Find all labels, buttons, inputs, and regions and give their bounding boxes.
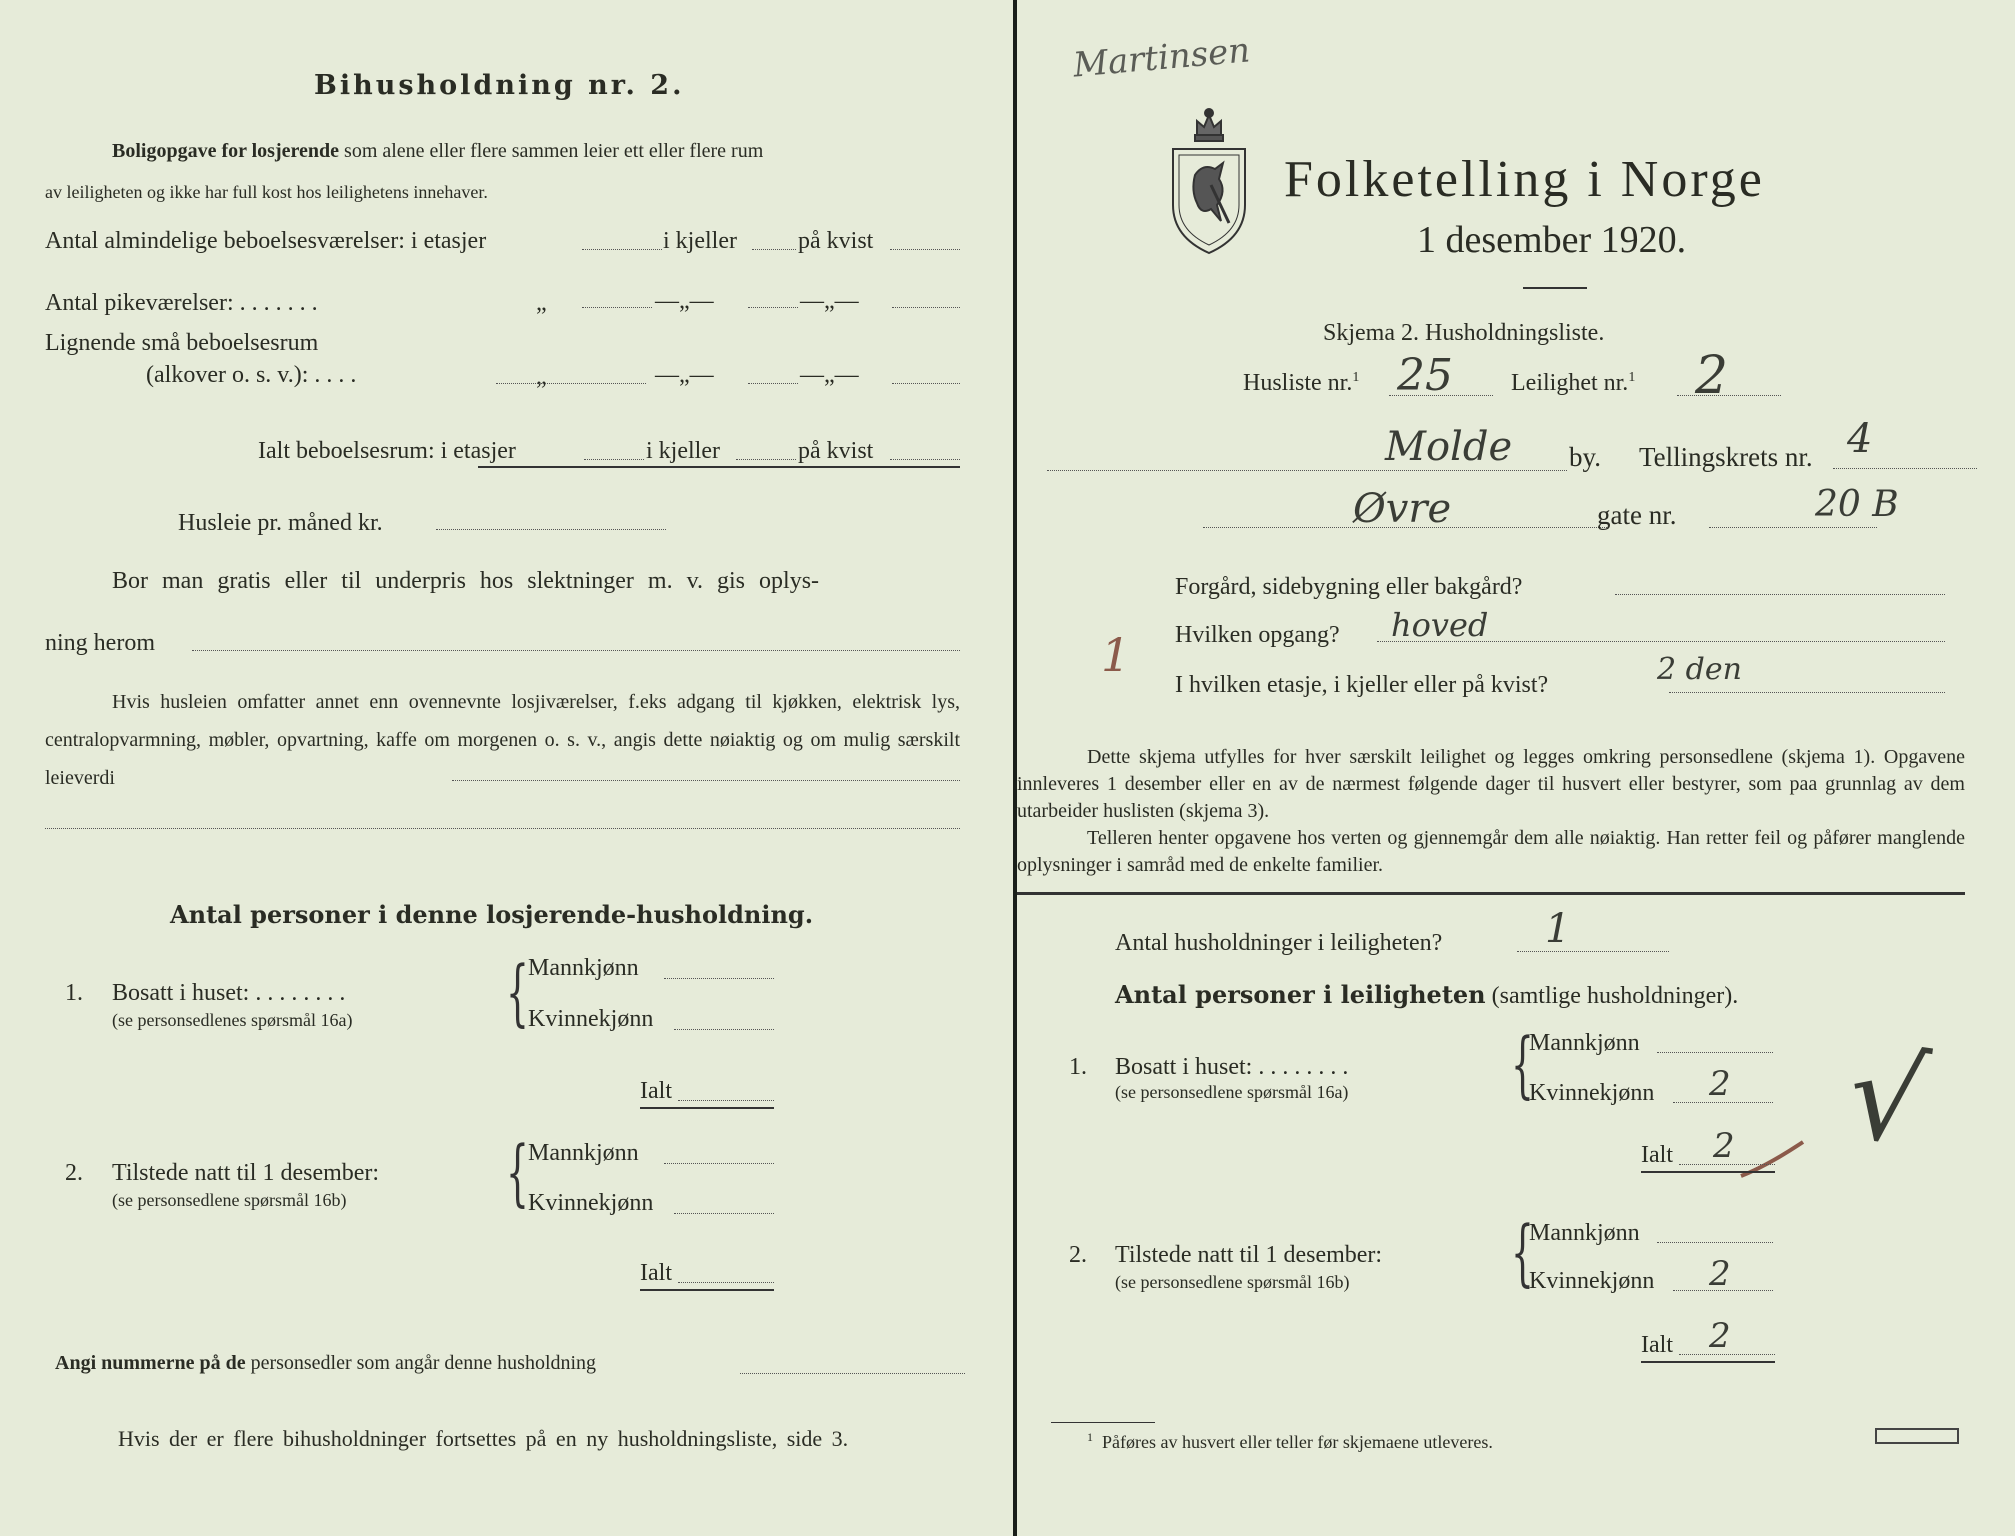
item2-total-field[interactable] (678, 1282, 774, 1283)
item1-total-label: Ialt (640, 1078, 672, 1104)
husliste-label-text: Husliste nr. (1243, 370, 1353, 396)
numbers-field[interactable] (740, 1373, 965, 1374)
numbers-label (55, 1352, 596, 1375)
etasje-field[interactable] (1669, 692, 1945, 693)
total-kvist-field[interactable] (890, 459, 960, 460)
leilighet-label (1511, 370, 1635, 397)
intro-rest: som alene eller flere sammen leier ett eller flere rum (339, 140, 764, 162)
item1-male-field[interactable] (664, 978, 774, 979)
item1-label: Bosatt i huset: . . . . . . . . (112, 980, 346, 1006)
husliste-value: 25 (1397, 350, 1453, 401)
instructions-1: Dette skjema utfylles for hver særskilt leilighet og legges omkring personsedlene (skjema 1). Opgavene innleveres 1 desember eller en av de nærmest følgende dager til husvert eller bestyrer, som paa grunnlag av dem utarbeider huslisten (skjema 3). (1017, 746, 1965, 822)
coat-of-arms-icon (1167, 105, 1251, 255)
r-item1-female-field[interactable] (1673, 1102, 1773, 1103)
free-field[interactable] (192, 650, 960, 651)
census-title: Folketelling i Norge (1284, 151, 1765, 208)
persons-rest: (samtlige husholdninger). (1485, 983, 1739, 1009)
extra-text: Hvis husleien omfatter annet enn ovennevnte losjiværelser, f.eks adgang til kjøkken, elektrisk lys, centralopvarmning, møbler, opvartning, kaffe om morgenen o. s. v., angis dette nøiaktig og om mulig særskilt leieverdi (45, 691, 960, 789)
rooms-label: Antal almindelige beboelsesværelser: i etasjer (45, 228, 487, 254)
numbers-rest: personsedler som angår denne husholdning (250, 1352, 597, 1374)
street-value: Øvre (1353, 486, 1452, 532)
street-field[interactable] (1203, 527, 1607, 528)
free-line-2: ning herom (45, 630, 155, 656)
forgard-field[interactable] (1615, 594, 1945, 595)
item1-brace: { (506, 950, 529, 1034)
page-gutter (1013, 0, 1017, 1536)
r-item1-total-value: 2 (1713, 1126, 1735, 1166)
r-item2-female-value: 2 (1709, 1254, 1731, 1294)
item2-male-field[interactable] (664, 1163, 774, 1164)
bihusholdning-title: Bihusholdning nr. 2. (314, 70, 685, 101)
r-item2-num: 2. (1069, 1242, 1087, 1268)
r-item1-total-label: Ialt (1641, 1142, 1673, 1168)
r-item2-female-label: Kvinnekjønn (1529, 1268, 1655, 1294)
extra-field-2[interactable] (45, 828, 960, 829)
gate-label: gate nr. (1597, 500, 1677, 530)
maid-rooms-label: Antal pikeværelser: . . . . . . . (45, 290, 318, 316)
rooms-kvist-field[interactable] (890, 249, 960, 250)
intro-line-1 (112, 140, 763, 163)
opgang-label: Hvilken opgang? (1175, 622, 1340, 648)
krets-field[interactable] (1833, 468, 1977, 469)
r-item1-brace: { (1511, 1022, 1534, 1106)
small-rooms-label-2: (alkover o. s. v.): . . . . (146, 362, 357, 388)
total-kjeller-field[interactable] (736, 459, 796, 460)
total-rooms-label: Ialt beboelsesrum: i etasjer (258, 438, 516, 464)
intro-line-2: av leiligheten og ikke har full kost hos leilighetens innehaver. (45, 182, 488, 202)
opgang-value: hoved (1391, 606, 1489, 644)
maid-kjeller-field[interactable] (748, 307, 798, 308)
total-etasjer-field[interactable] (584, 459, 644, 460)
right-page (1017, 0, 2015, 1536)
tally-check-icon (1737, 1136, 1807, 1182)
section-divider (1017, 892, 1965, 895)
rooms-kjeller-field[interactable] (752, 249, 796, 250)
margin-mark: 1 (1101, 628, 1131, 682)
r-item2-ref: (se personsedlene spørsmål 16b) (1115, 1272, 1350, 1292)
item2-female-field[interactable] (674, 1213, 774, 1214)
total-kjeller-label: i kjeller (646, 438, 720, 464)
households-label: Antal husholdninger i leiligheten? (1115, 930, 1443, 956)
leilighet-value: 2 (1695, 346, 1729, 406)
item1-ref: (se personsedlenes spørsmål 16a) (112, 1010, 353, 1030)
r-item1-female-label: Kvinnekjønn (1529, 1080, 1655, 1106)
r-item1-total-field[interactable] (1679, 1164, 1775, 1165)
check-mark: √ (1839, 1025, 1935, 1174)
rooms-kjeller-label: i kjeller (663, 228, 737, 254)
rent-field[interactable] (436, 529, 666, 530)
gate-value: 20 B (1815, 484, 1899, 525)
r-item1-ref: (se personsedlene spørsmål 16a) (1115, 1082, 1349, 1102)
footnote-text (1087, 1430, 1493, 1453)
item1-num: 1. (65, 980, 83, 1006)
persons-label (1115, 980, 1738, 1010)
numbers-bold-b: nummerne på de (101, 1352, 246, 1374)
husliste-footnote-mark: 1 (1352, 370, 1360, 385)
small-kvist-field[interactable] (892, 383, 960, 384)
instructions-2: Telleren henter opgavene hos verten og gjennemgår dem alle nøiaktig. Han retter feil og påfører manglende oplysninger i samråd med de enkelte familier. (1017, 827, 1965, 876)
extra-field-1[interactable] (452, 780, 960, 781)
maid-ditto-3: —„— (800, 288, 859, 314)
town-value: Molde (1385, 424, 1513, 470)
rooms-etasjer-field[interactable] (582, 249, 662, 250)
footer-note: Hvis der er flere bihusholdninger fortsettes på en ny husholdningsliste, side 3. (118, 1426, 849, 1451)
total-underline (478, 466, 960, 468)
footnote-body: Påføres av husvert eller teller før skjemaene utleveres. (1102, 1432, 1493, 1452)
leilighet-footnote-mark: 1 (1628, 370, 1636, 385)
households-field[interactable] (1517, 951, 1669, 952)
maid-ditto-2: —„— (655, 288, 714, 314)
item1-total-field[interactable] (678, 1100, 774, 1101)
husliste-label (1243, 370, 1359, 397)
r-item2-male-label: Mannkjønn (1529, 1220, 1640, 1246)
opgang-field[interactable] (1377, 641, 1945, 642)
krets-label: Tellingskrets nr. (1639, 442, 1813, 472)
item2-num: 2. (65, 1160, 83, 1186)
total-kvist-label: på kvist (798, 438, 874, 464)
item2-female-label: Kvinnekjønn (528, 1190, 654, 1216)
r-item2-total-value: 2 (1709, 1316, 1731, 1356)
etasje-label: I hvilken etasje, i kjeller eller på kvist? (1175, 672, 1549, 698)
forgard-label: Forgård, sidebygning eller bakgård? (1175, 574, 1523, 600)
item2-total-rule (640, 1289, 774, 1291)
households-value: 1 (1545, 906, 1571, 952)
small-ditto-3: —„— (800, 362, 859, 388)
maid-ditto-1: „ (536, 290, 547, 316)
printer-stamp (1875, 1428, 1959, 1444)
leilighet-label-text: Leilighet nr. (1511, 370, 1629, 396)
gate-field[interactable] (1709, 527, 1877, 528)
item2-male-label: Mannkjønn (528, 1140, 639, 1166)
r-item2-total-field[interactable] (1679, 1354, 1775, 1355)
r-item1-total-rule (1641, 1171, 1775, 1173)
town-suffix: by. (1569, 442, 1601, 472)
item2-total-label: Ialt (640, 1260, 672, 1286)
title-divider (1523, 287, 1587, 289)
small-kjeller-field[interactable] (748, 383, 798, 384)
rooms-kvist-label: på kvist (798, 228, 874, 254)
leilighet-field[interactable] (1677, 395, 1781, 396)
item1-total-rule (640, 1107, 774, 1109)
r-item1-num: 1. (1069, 1054, 1087, 1080)
intro-bold: Boligopgave for losjerende (112, 140, 340, 162)
r-item1-male-field[interactable] (1657, 1052, 1773, 1053)
r-item2-label: Tilstede natt til 1 desember: (1115, 1242, 1383, 1268)
krets-value: 4 (1847, 416, 1873, 462)
r-item2-female-field[interactable] (1673, 1290, 1773, 1291)
husliste-field[interactable] (1389, 395, 1493, 396)
r-item1-label: Bosatt i huset: . . . . . . . . (1115, 1054, 1349, 1080)
etasje-value: 2 den (1657, 652, 1742, 687)
persons-bold: Antal personer i leiligheten (1115, 980, 1486, 1009)
town-field[interactable] (1047, 470, 1567, 471)
r-item2-brace: { (1511, 1210, 1534, 1294)
persons-heading: Antal personer i denne losjerende-husholdning. (170, 900, 814, 929)
item1-female-label: Kvinnekjønn (528, 1006, 654, 1032)
r-item1-female-value: 2 (1709, 1064, 1731, 1104)
rent-label: Husleie pr. måned kr. (178, 510, 383, 536)
item2-ref: (se personsedlene spørsmål 16b) (112, 1190, 347, 1210)
item2-brace: { (506, 1130, 529, 1214)
small-rooms-label-1: Lignende små beboelsesrum (45, 330, 319, 356)
small-ditto-2: —„— (655, 362, 714, 388)
census-date: 1 desember 1920. (1417, 219, 1687, 261)
schema-label: Skjema 2. Husholdningsliste. (1323, 320, 1605, 346)
signature: Martinsen (1071, 30, 1252, 86)
item2-label: Tilstede natt til 1 desember: (112, 1160, 380, 1186)
r-item2-total-label: Ialt (1641, 1332, 1673, 1358)
numbers-bold-a: Angi (55, 1352, 97, 1374)
small-ditto-1: „ (536, 364, 547, 390)
free-line-1: Bor man gratis eller til underpris hos slektninger m. v. gis oplys- (112, 568, 820, 594)
small-etasjer-field[interactable] (496, 383, 646, 384)
item1-male-label: Mannkjønn (528, 955, 639, 981)
footnote-number: 1 (1087, 1430, 1093, 1444)
r-item2-total-rule (1641, 1361, 1775, 1363)
item1-female-field[interactable] (674, 1029, 774, 1030)
footnote-rule (1051, 1422, 1155, 1423)
r-item1-male-label: Mannkjønn (1529, 1030, 1640, 1056)
maid-kvist-field[interactable] (892, 307, 960, 308)
r-item2-male-field[interactable] (1657, 1242, 1773, 1243)
maid-etasjer-field[interactable] (582, 307, 652, 308)
